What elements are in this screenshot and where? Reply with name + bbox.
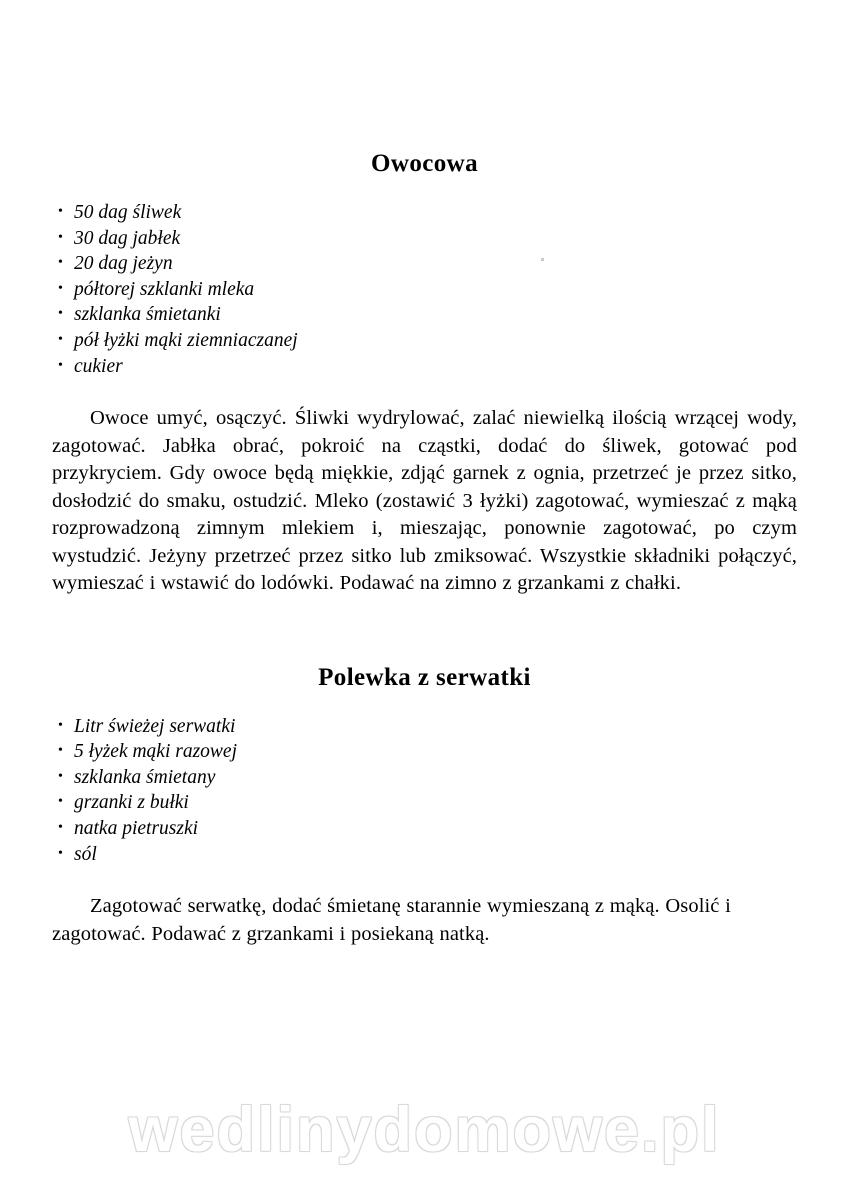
- list-item: • sól: [52, 842, 797, 868]
- recipe-instructions: Zagotować serwatkę, dodać śmietanę starannie wymieszaną z mąką. Osolić i zagotować. Podawać z grzankami i posiekaną natką.: [52, 895, 731, 945]
- list-item: • cukier: [52, 354, 797, 380]
- list-item: • 5 łyżek mąki razowej: [52, 739, 797, 765]
- list-item: • szklanka śmietany: [52, 765, 797, 791]
- list-item: • 20 dag jeżyn: [52, 251, 797, 277]
- section-divider: [52, 598, 797, 664]
- list-item: • pół łyżki mąki ziemniaczanej: [52, 328, 797, 354]
- recipe-title: Polewka z serwatki: [318, 663, 531, 691]
- list-item: • natka pietruszki: [52, 816, 797, 842]
- recipe-polewka-z-serwatki: [52, 664, 797, 949]
- watermark: wedlinydomowe.pl: [128, 1095, 721, 1165]
- list-item: • Litr świeżej serwatki: [52, 714, 797, 740]
- list-item: • 50 dag śliwek: [52, 200, 797, 226]
- page-content: [52, 150, 797, 948]
- list-item: • półtorej szklanki mleka: [52, 277, 797, 303]
- recipe-title: Owocowa: [371, 150, 478, 177]
- recipe-owocowa: [52, 150, 797, 598]
- recipe-instructions: Owoce umyć, osączyć. Śliwki wydrylować, zalać niewielką ilością wrzącej wody, zagotować. Jabłka obrać, pokroić na cząstki, dodać do śliwek, gotować pod przykryciem. Gdy owoce będą miękkie, zdjąć garnek z ognia, przetrzeć je przez sitko, dosłodzić do smaku, ostudzić. Mleko (zostawić 3 łyżki) zagotować, wymieszać z mąką rozprowadzoną zimnym mlekiem i, mieszając, ponownie zagotować, po czym wystudzić. Jeżyny przetrzeć przez sitko lub zmiksować. Wszystkie składniki połączyć, wymieszać i wstawić do lodówki. Podawać na zimno z grzankami z chałki.: [52, 407, 797, 595]
- ingredient-list: [52, 200, 797, 379]
- list-item: • szklanka śmietanki: [52, 302, 797, 328]
- list-item: • 30 dag jabłek: [52, 226, 797, 252]
- ingredient-list: [52, 714, 797, 868]
- list-item: • grzanki z bułki: [52, 790, 797, 816]
